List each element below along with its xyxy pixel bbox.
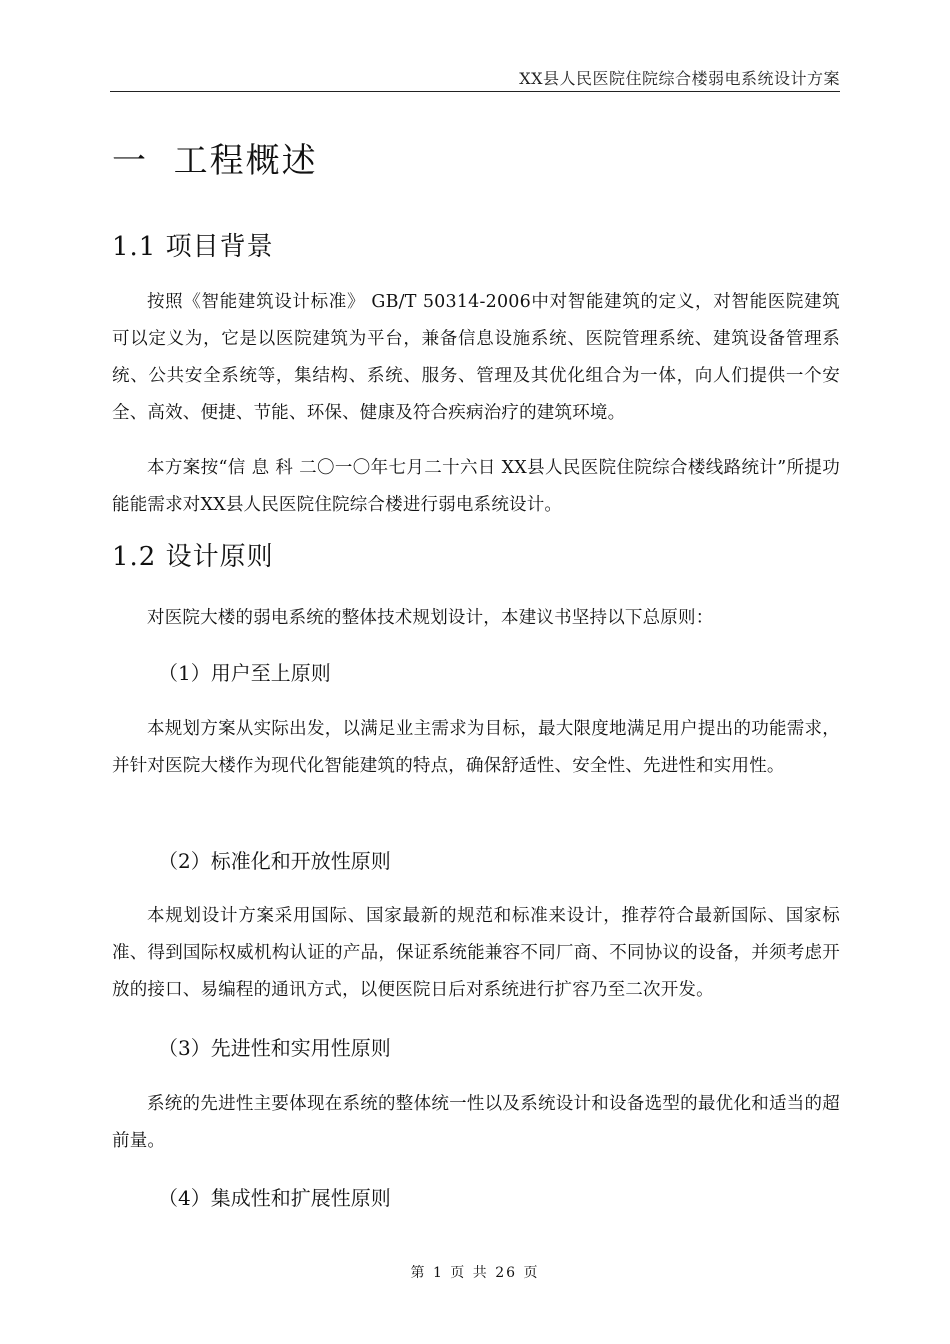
- principle-3-text: 系统的先进性主要体现在系统的整体统一性以及系统设计和设备选型的最优化和适当的超前量。: [112, 1094, 840, 1151]
- page-number-footer: 第 1 页 共 26 页: [410, 1265, 540, 1281]
- paragraph-background-2: 本方案按“信 息 科 二〇一〇年七月二十六日 XX县人民医院住院综合楼线路统计”所提功能能需求对XX县人民医院住院综合楼进行弱电系统设计。: [112, 458, 840, 515]
- section-1-1-title: 1.1 项目背景: [112, 232, 274, 262]
- principle-3-title: （3）先进性和实用性原则: [158, 1036, 391, 1060]
- principle-1-text: 本规划方案从实际出发，以满足业主需求为目标，最大限度地满足用户提出的功能需求，并针对医院大楼作为现代化智能建筑的特点，确保舒适性、安全性、先进性和实用性。: [112, 719, 840, 776]
- principle-4-title: （4）集成性和扩展性原则: [158, 1186, 391, 1210]
- header-divider: [110, 91, 840, 92]
- principle-2-text: 本规划设计方案采用国际、国家最新的规范和标准来设计，推荐符合最新国际、国家标准、得到国际权威机构认证的产品，保证系统能兼容不同厂商、不同协议的设备，并须考虑开放的接口、易编程的通讯方式，以便医院日后对系统进行扩容乃至二次开发。: [112, 906, 840, 1000]
- paragraph-background-1: 按照《智能建筑设计标准》 GB/T 50314-2006中对智能建筑的定义，对智能医院建筑可以定义为，它是以医院建筑为平台，兼备信息设施系统、医院管理系统、建筑设备管理系统、公共安全系统等，集结构、系统、服务、管理及其优化组合为一体，向人们提供一个安全、高效、便捷、节能、环保、健康及符合疾病治疗的建筑环境。: [112, 292, 840, 423]
- principle-1-title: （1）用户至上原则: [158, 661, 331, 685]
- running-header: XX县人民医院住院综合楼弱电系统设计方案: [519, 69, 840, 88]
- paragraph-design-intro: 对医院大楼的弱电系统的整体技术规划设计，本建议书坚持以下总原则：: [147, 608, 714, 628]
- section-1-2-title: 1.2 设计原则: [112, 542, 274, 572]
- principle-2-title: （2）标准化和开放性原则: [158, 849, 391, 873]
- chapter-title: 一 工程概述: [112, 141, 318, 181]
